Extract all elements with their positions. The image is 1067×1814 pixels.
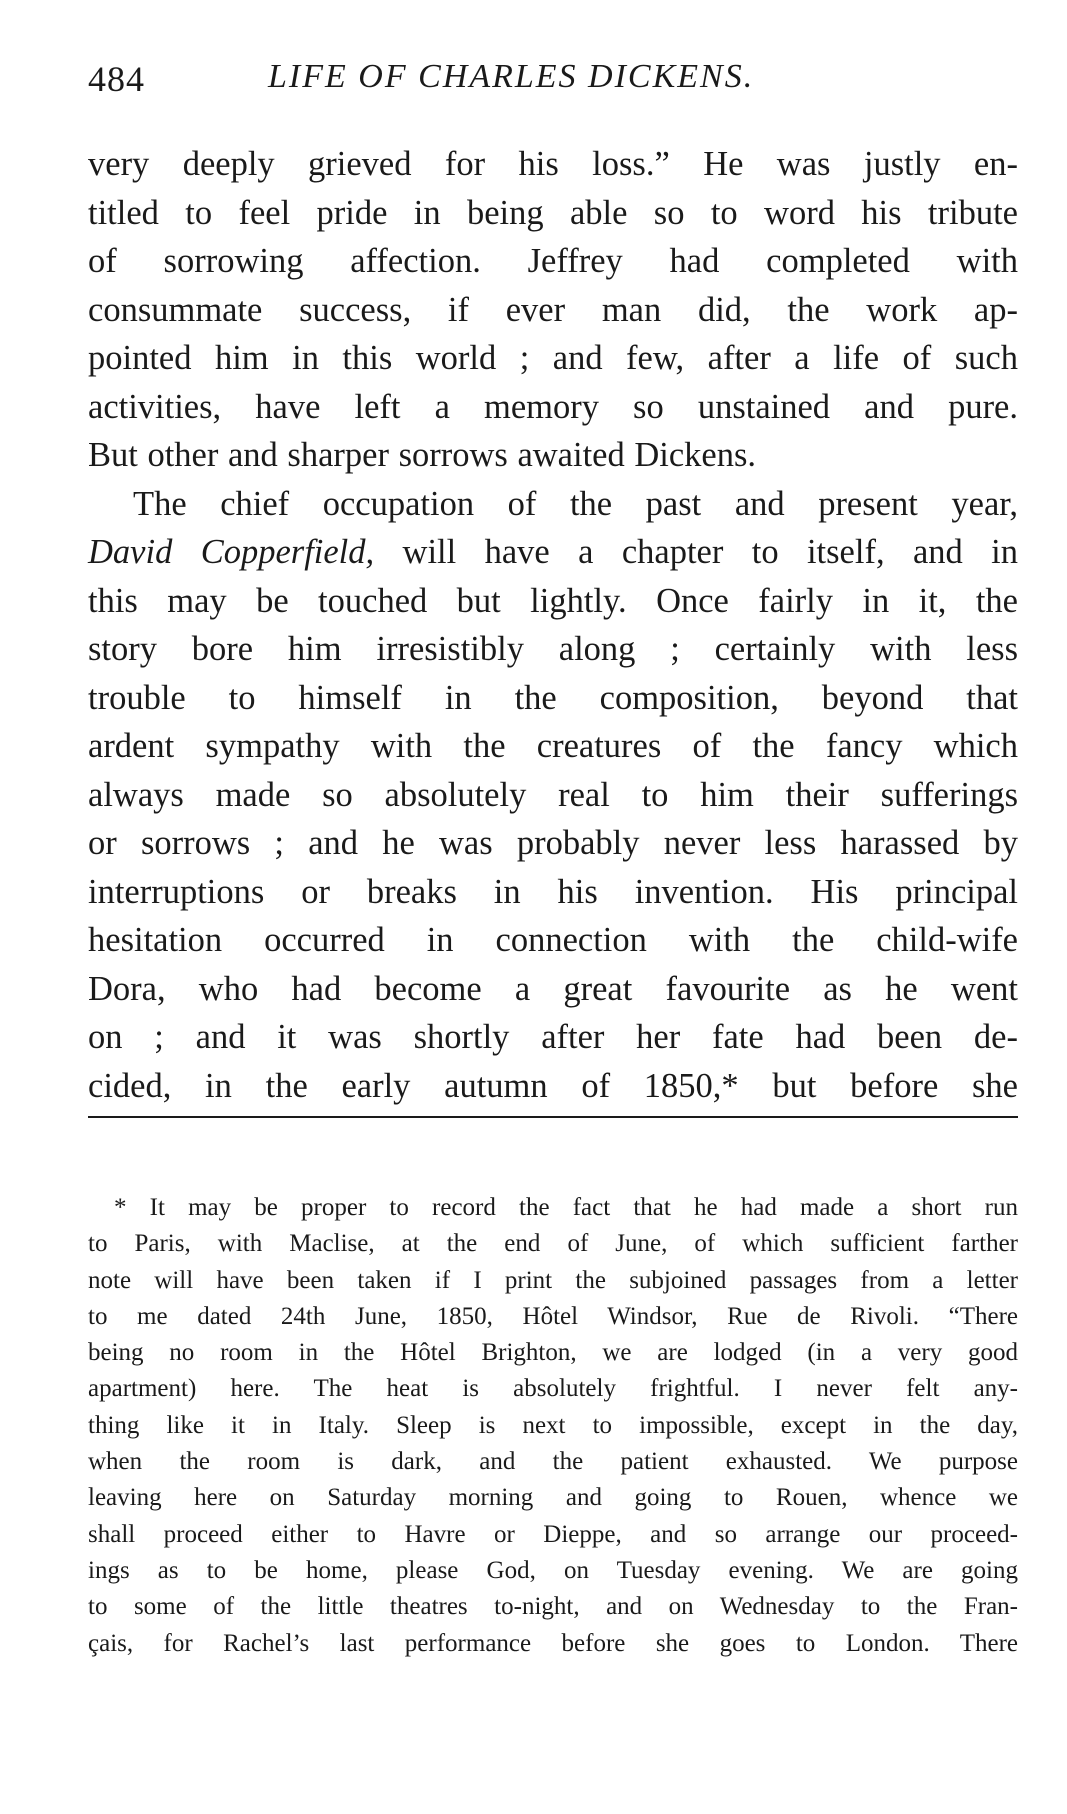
text-line: interruptions or breaks in his invention. His principal bbox=[88, 872, 1018, 911]
page-header bbox=[88, 58, 1018, 108]
text-line: pointed him in this world ; and few, after a life of such bbox=[88, 339, 1018, 377]
text-line: or sorrows ; and he was probably never less harassed by bbox=[88, 824, 1018, 862]
book-title: David Copperfield, bbox=[88, 533, 375, 571]
footnote-line: leaving here on Saturday morning and going to Rouen, whence we bbox=[88, 1484, 1018, 1512]
text-line: story bore him irresistibly along ; certainly with less bbox=[88, 630, 1018, 668]
footnote-line: shall proceed either to Havre or Dieppe, and so arrange our proceed- bbox=[88, 1520, 1018, 1548]
text-line: hesitation occurred in connection with the child-wife bbox=[88, 921, 1018, 959]
page-number: 484 bbox=[88, 59, 145, 99]
text-line: on ; and it was shortly after her fate had been de- bbox=[88, 1018, 1018, 1056]
footnote-line: * It may be proper to record the fact that he had made a short run bbox=[114, 1194, 1018, 1221]
text-line: trouble to himself in the composition, beyond that bbox=[88, 678, 1018, 717]
footnote-line: note will have been taken if I print the subjoined passages from a letter bbox=[88, 1266, 1018, 1294]
text-line: consummate success, if ever man did, the work ap- bbox=[88, 290, 1018, 329]
main-text bbox=[88, 140, 1018, 1110]
text-line: activities, have left a memory so unstained and pure. bbox=[88, 387, 1018, 426]
text-line: But other and sharper sorrows awaited Dickens. bbox=[88, 436, 757, 474]
footnote bbox=[88, 1190, 1018, 1662]
footnote-divider bbox=[88, 1116, 1018, 1118]
footnote-line: to me dated 24th June, 1850, Hôtel Windsor, Rue de Rivoli. “There bbox=[88, 1302, 1018, 1330]
footnote-line: to Paris, with Maclise, at the end of June, of which sufficient farther bbox=[88, 1230, 1018, 1258]
footnote-line: çais, for Rachel’s last performance before she goes to London. There bbox=[88, 1629, 1018, 1657]
text-line: ardent sympathy with the creatures of the fancy which bbox=[88, 727, 1018, 765]
text-line: very deeply grieved for his loss.” He was justly en- bbox=[88, 145, 1018, 183]
text-line: this may be touched but lightly. Once fairly in it, the bbox=[88, 581, 1018, 620]
text-line: titled to feel pride in being able so to word his tribute bbox=[88, 193, 1018, 232]
text-line: Dora, who had become a great favourite as he went bbox=[88, 969, 1018, 1008]
text-line: of sorrowing affection. Jeffrey had completed with bbox=[88, 242, 1018, 280]
footnote-line: being no room in the Hôtel Brighton, we are lodged (in a very good bbox=[88, 1339, 1018, 1367]
footnote-line: when the room is dark, and the patient exhausted. We purpose bbox=[88, 1448, 1018, 1476]
text-line bbox=[88, 528, 1018, 577]
footnote-line: thing like it in Italy. Sleep is next to impossible, except in the day, bbox=[88, 1411, 1018, 1439]
footnote-line: to some of the little theatres to-night, and on Wednesday to the Fran- bbox=[88, 1593, 1018, 1621]
footnote-line: ings as to be home, please God, on Tuesday evening. We are going bbox=[88, 1556, 1018, 1584]
running-title: LIFE OF CHARLES DICKENS. bbox=[268, 58, 755, 95]
text-line: The chief occupation of the past and present year, bbox=[133, 484, 1018, 523]
text-line: cided, in the early autumn of 1850,* but before she bbox=[88, 1066, 1018, 1105]
text-fragment: will have a chapter to itself, and in bbox=[374, 533, 1018, 571]
text-line: always made so absolutely real to him their sufferings bbox=[88, 775, 1018, 814]
footnote-line: apartment) here. The heat is absolutely frightful. I never felt any- bbox=[88, 1375, 1018, 1403]
